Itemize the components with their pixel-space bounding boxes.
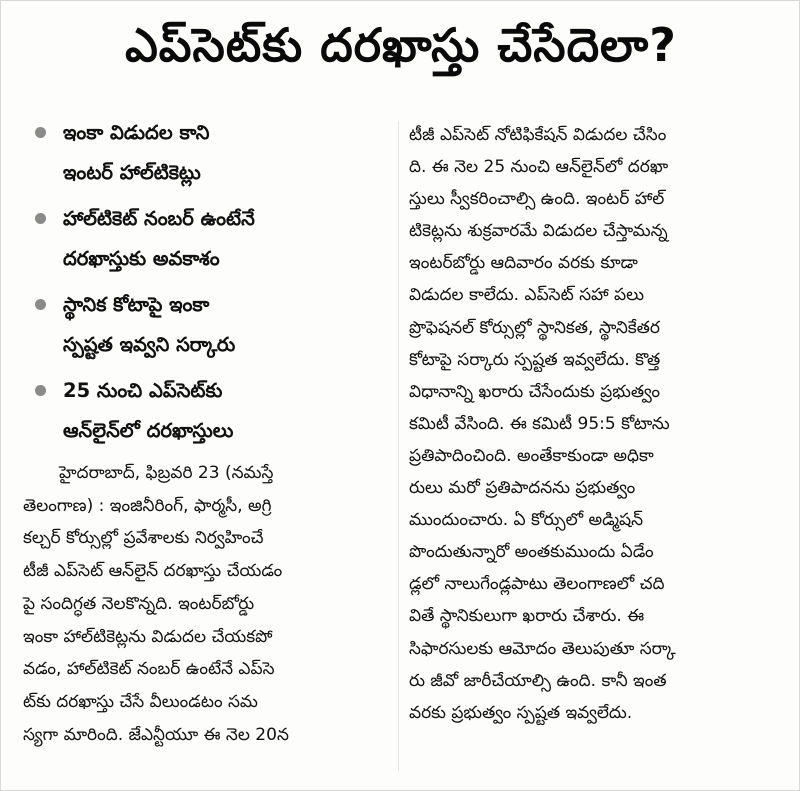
column-divider: [398, 121, 399, 771]
right-column: [409, 115, 779, 729]
highlight-line: స్పష్టత ఇవ్వని సర్కారు: [63, 333, 236, 356]
article-line: స్తులు స్వీకరించాల్సి ఉంది. ఇంటర్ హాల్: [409, 189, 665, 210]
highlight-line: ఇంకా విడుదల కాని: [63, 121, 210, 144]
article-line: విడుదల కాలేదు. ఎప్‌సెట్ సహా పలు: [409, 285, 645, 306]
article-line: వరకు ప్రభుత్వం స్పష్టత ఇవ్వలేదు.: [409, 702, 633, 723]
article-line: ఇంకా హాల్‌టికెట్లను విడుదల చేయకపో: [23, 626, 273, 647]
article-line: ముందుంచారు. ఏ కోర్సులో అడ్మిషన్: [409, 510, 644, 531]
bullet-dot-icon: [35, 213, 46, 224]
article-line: పొందుతున్నారో అంతకుముందు ఏడేం: [409, 542, 654, 563]
article-line: తెలంగాణ) : ఇంజినీరింగ్, ఫార్మసీ, అగ్రి: [23, 495, 272, 516]
article-line: పై సందిగ్ధత నెలకొన్నది. ఇంటర్‌బోర్డు: [23, 593, 255, 614]
article-line: కమిటీ వేసింది. ఈ కమిటీ 95:5 కోటాను: [409, 413, 670, 434]
article-line: ఇంటర్‌బోర్డు ఆదివారం వరకు కూడా: [409, 253, 638, 274]
article-line: ప్రొఫెషనల్ కోర్సుల్లో స్థానికత, స్థానికేతర: [409, 317, 660, 338]
bullet-dot-icon: [35, 127, 46, 138]
article-line: ట్‌కు దరఖాస్తు చేసే వీలుండటం సమ: [23, 691, 258, 712]
article-line: టీజీ ఎప్‌సెట్ ఆన్‌లైన్ దరఖాస్తు చేయడం: [23, 561, 283, 582]
highlight-line: హాల్‌టికెట్ నంబర్ ఉంటేనే: [63, 207, 255, 230]
right-article-body: [409, 119, 779, 729]
left-article-body: [23, 457, 389, 751]
bullet-dot-icon: [35, 385, 46, 396]
article-line: టీజీ ఎప్‌సెట్ నోటిఫికేషన్ విడుదల చేసిం: [409, 125, 667, 145]
left-column: [23, 113, 389, 751]
article-line: రులు మరో ప్రతిపాదనను ప్రభుత్వం: [409, 478, 636, 499]
article-line: ది. ఈ నెల 25 నుంచి ఆన్‌లైన్‌లో దరఖా: [409, 157, 669, 178]
article-line: వితే స్థానికులుగా ఖరారు చేశారు. ఈ: [409, 606, 645, 627]
highlight-line: ఆన్‌లైన్‌లో దరఖాస్తులు: [63, 419, 234, 442]
article-line: కోటాపై సర్కారు స్పష్టత ఇవ్వలేదు. కొత్త: [409, 349, 661, 370]
article-line: సిఫారసులకు ఆమోదం తెలుపుతూ సర్కా: [409, 638, 676, 659]
article-line: కల్చర్ కోర్సుల్లో ప్రవేశాలకు నిర్వహించే: [23, 528, 264, 549]
highlight-line: స్థానిక కోటాపై ఇంకా: [63, 293, 210, 316]
article-line: ప్రతిపాదించింది. అంతేకాకుండా అధికా: [409, 445, 654, 466]
highlight-item: [23, 113, 389, 193]
article-line: స్యగా మారింది. జేఎన్టీయూ ఈ నెల 20న: [23, 724, 289, 745]
highlight-item: [23, 371, 389, 451]
highlight-line: 25 నుంచి ఎప్‌సెట్‌కు: [63, 379, 223, 402]
article-line: వడం, హాల్‌టికెట్ నంబర్ ఉంటేనే ఎప్‌సె: [23, 659, 275, 680]
highlight-line: ఇంటర్ హాల్‌టికెట్లు: [63, 161, 201, 184]
article-line: టికెట్లను శుక్రవారమే విడుదల చేస్తామన్న: [409, 221, 668, 242]
highlights-list: [23, 113, 389, 451]
article-line: రు జీవో జారీచేయాల్సి ఉంది. కానీ ఇంత: [409, 670, 667, 691]
article-line: విధానాన్ని ఖరారు చేసేందుకు ప్రభుత్వం: [409, 381, 661, 402]
article-line: హైదరాబాద్, ఫిబ్రవరి 23 (నమస్తే: [59, 463, 274, 483]
highlight-item: [23, 285, 389, 365]
highlight-line: దరఖాస్తుకు అవకాశం: [63, 247, 220, 270]
highlight-item: [23, 199, 389, 279]
headline: ఎప్‌సెట్‌కు దరఖాస్తు చేసేదెలా?: [125, 18, 677, 72]
bullet-dot-icon: [35, 299, 46, 310]
article-line: డ్లలో నాలుగేండ్లపాటు తెలంగాణలో చది: [409, 574, 665, 595]
